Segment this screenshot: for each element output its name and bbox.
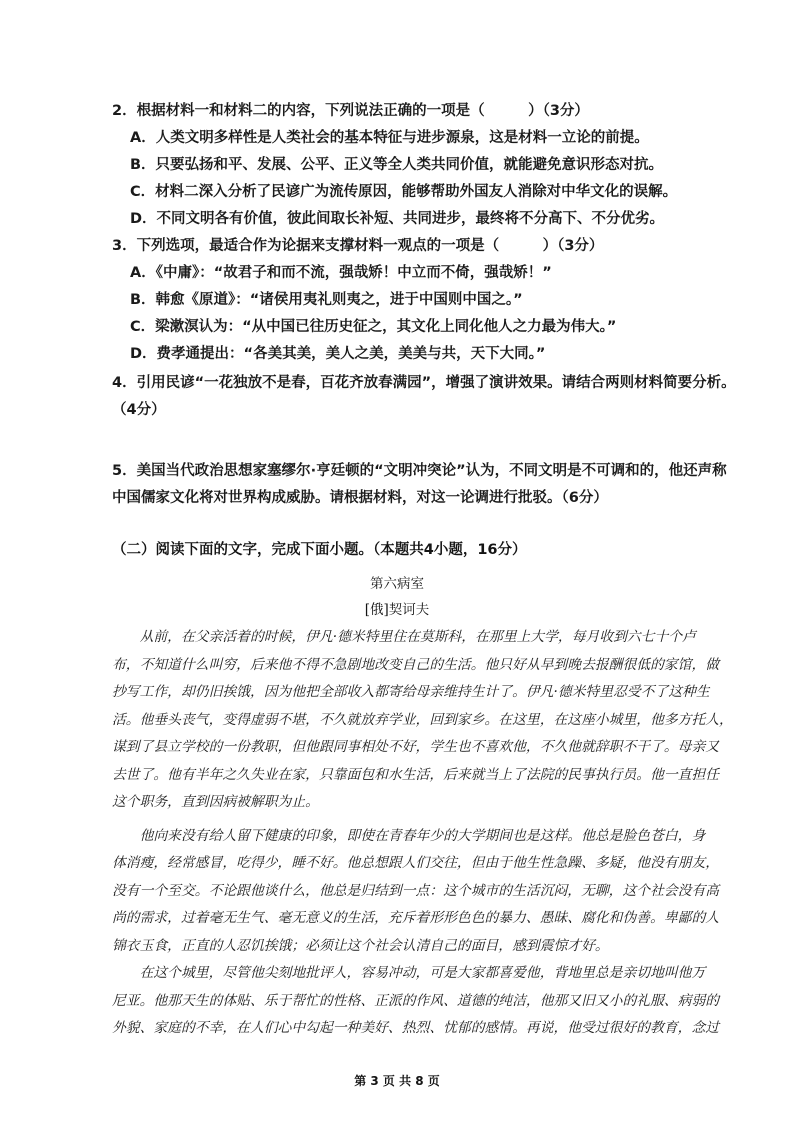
question-4-line-2: （4分） — [112, 402, 166, 418]
page-number: 第 3 页 共 8 页 — [354, 1074, 440, 1088]
passage-line: 去世了。他有半年之久失业在家，只靠面包和水生活，后来就当上了法院的民事执行员。他一直担任 — [112, 766, 720, 783]
question-3-option-d: D．费孝通提出：“各美其美，美人之美，美美与共，天下大同。” — [130, 346, 546, 362]
passage-line: 尼亚。他那天生的体贴、乐于帮忙的性格、正派的作风、道德的纯洁，他那又旧又小的礼服、病弱的 — [112, 992, 720, 1009]
question-5-line-2: 中国儒家文化将对世界构成威胁。请根据材料，对这一论调进行批驳。（6分） — [112, 490, 608, 506]
story-author: [俄]契诃夫 — [364, 602, 430, 618]
passage-line: 布，不知道什么叫穷，后来他不得不急剧地改变自己的生活。他只好从早到晚去报酬很低的家馆，做 — [112, 656, 720, 673]
section-heading: （二）阅读下面的文字，完成下面小题。（本题共4小题，16分） — [112, 542, 527, 558]
question-3-stem: 3．下列选项，最适合作为论据来支撑材料一观点的一项是（ ）（3分） — [112, 238, 604, 254]
question-2 — [112, 98, 732, 233]
question-3-option-a: A．《中庸》：“故君子和而不流，强哉矫！中立而不倚，强哉矫！” — [130, 265, 552, 281]
question-3-option-b: B．韩愈《原道》：“诸侯用夷礼则夷之，进于中国则中国之。” — [130, 292, 523, 308]
question-4-line-1: 4．引用民谚“一花独放不是春，百花齐放春满园”，增强了演讲效果。请结合两则材料简要分析。 — [112, 375, 736, 391]
question-3-option-c: C．梁漱溟认为：“从中国已往历史征之，其文化上同化他人之力最为伟大。” — [130, 319, 617, 335]
passage-line: 没有一个至交。不论跟他谈什么，他总是归结到一点：这个城市的生活沉闷，无聊，这个社会没有高 — [112, 882, 720, 899]
passage-line: 外貌、家庭的不幸，在人们心中勾起一种美好、热烈、忧郁的感情。再说，他受过很好的教育，念过 — [112, 1020, 720, 1036]
reading-passage — [112, 624, 732, 1043]
passage-line: 他向来没有给人留下健康的印象，即使在青春年少的大学期间也是这样。他总是脸色苍白，身 — [112, 827, 706, 844]
passage-line: 锦衣玉食，正直的人忍饥挨饿；必须让这个社会认清自己的面目，感到震惊才好。 — [112, 937, 609, 954]
question-2-option-d: D．不同文明各有价值，彼此间取长补短、共同进步，最终将不分高下、不分优劣。 — [130, 211, 665, 227]
passage-line: 抄写工作，却仍旧挨饿，因为他把全部收入都寄给母亲维持生计了。伊凡·德米特里忍受不了这种生 — [112, 684, 710, 700]
question-5-line-1: 5．美国当代政治思想家塞缪尔·亨廷顿的“文明冲突论”认为，不同文明是不可调和的，他还声称 — [112, 463, 727, 479]
question-3 — [112, 233, 732, 368]
story-title: 第六病室 — [370, 576, 424, 592]
passage-line: 在这个城里，尽管他尖刻地批评人，容易冲动，可是大家都喜爱他，背地里总是亲切地叫他万 — [112, 965, 706, 981]
passage-line: 活。他垂头丧气，变得虚弱不堪，不久就放弃学业，回到家乡。在这里，在这座小城里，他多方托人， — [112, 711, 733, 728]
passage-paragraph-2 — [112, 823, 732, 961]
question-2-stem: 2．根据材料一和材料二的内容，下列说法正确的一项是（ ）（3分） — [112, 103, 589, 119]
question-4 — [112, 370, 736, 424]
passage-paragraph-3 — [112, 960, 732, 1043]
passage-line: 体消瘦，经常感冒，吃得少，睡不好。他总想跟人们交往，但由于他生性急躁、多疑，他没有朋友， — [112, 855, 720, 871]
question-2-option-b: B．只要弘扬和平、发展、公平、正义等全人类共同价值，就能避免意识形态对抗。 — [130, 157, 664, 173]
passage-line: 从前，在父亲活着的时候，伊凡·德米特里住在莫斯科，在那里上大学，每月收到六七十个卢 — [112, 629, 696, 645]
passage-line: 这个职务，直到因病被解职为止。 — [112, 794, 319, 810]
question-5 — [112, 458, 732, 512]
passage-line: 谋到了县立学校的一份教职，但他跟同事相处不好，学生也不喜欢他，不久他就辞职不干了。母亲又 — [112, 739, 720, 755]
question-2-option-c: C．材料二深入分析了民谚广为流传原因，能够帮助外国友人消除对中华文化的误解。 — [130, 184, 678, 200]
passage-line: 尚的需求，过着毫无生气、毫无意义的生活，充斥着形形色色的暴力、愚昧、腐化和伪善。卑鄙的人 — [112, 910, 720, 926]
question-2-option-a: A．人类文明多样性是人类社会的基本特征与进步源泉，这是材料一立论的前提。 — [130, 130, 649, 146]
passage-paragraph-1 — [112, 624, 732, 817]
